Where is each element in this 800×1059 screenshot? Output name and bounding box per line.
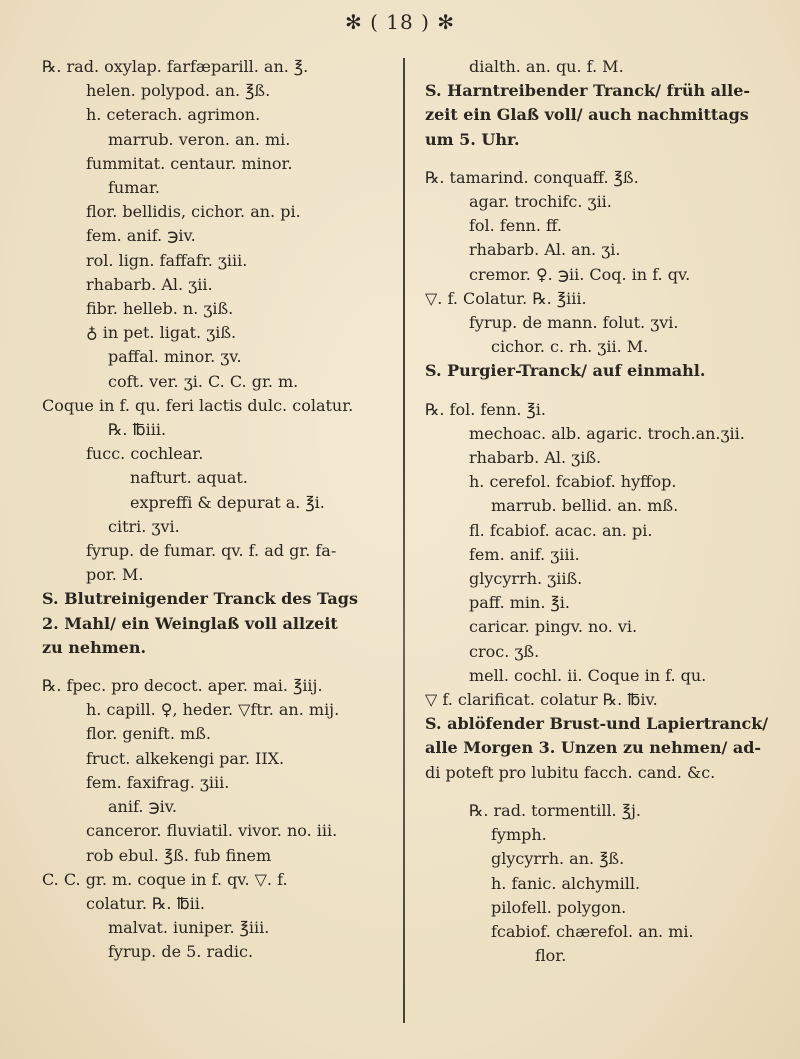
recipe-line: glycyrrh. ʒiiß.	[469, 569, 583, 589]
recipe-line: fummitat. centaur. minor.	[86, 153, 293, 173]
recipe-line: expreffi & depurat a. ℥i.	[130, 492, 325, 512]
recipe-line: Coque in f. qu. feri lactis dulc. colatur.	[42, 395, 354, 415]
recipe-line: rol. lign. faffafr. ʒiii.	[86, 250, 248, 270]
recipe-line: paff. min. ℥i.	[469, 593, 570, 613]
recipe-line: fcabiof. chærefol. an. mi.	[491, 921, 694, 941]
recipe-line: canceror. fluviatil. vivor. no. iii.	[86, 821, 338, 841]
recipe-line: mell. cochl. ii. Coque in f. qu.	[469, 665, 707, 685]
recipe-line: fymph.	[491, 825, 547, 845]
recipe-line: croc. ʒß.	[469, 641, 540, 661]
recipe-line: fibr. helleb. n. ʒiß.	[86, 299, 234, 319]
recipe-line: rhabarb. Al. an. ʒi.	[469, 240, 621, 260]
recipe-line: pilofell. polygon.	[491, 897, 627, 917]
recipe-line: ▽ f. clarificat. colatur ℞. ℔iv.	[425, 690, 658, 710]
spacer	[425, 384, 775, 398]
recipe-line: anif. ℈iv.	[108, 797, 177, 817]
recipe-line: fl. fcabiof. acac. an. pi.	[469, 520, 653, 540]
spacer	[425, 152, 775, 166]
recipe-line: h. capill. ♀, heder. ▽ftr. an. mij.	[86, 700, 340, 720]
recipe-line: h. ceterach. agrimon.	[86, 105, 261, 125]
recipe-line: helen. polypod. an. ℥ß.	[86, 81, 271, 101]
recipe-line: marrub. veron. an. mi.	[108, 129, 291, 149]
recipe-line: C. C. gr. m. coque in f. qv. ▽. f.	[42, 869, 288, 889]
column-divider	[403, 58, 405, 1023]
recipe-line: fol. fenn. ff.	[469, 216, 562, 236]
recipe-line: rhabarb. Al. ʒii.	[86, 274, 213, 294]
recipe-line: glycyrrh. an. ℥ß.	[491, 849, 625, 869]
recipe-line: caricar. pingv. no. vi.	[469, 617, 638, 637]
recipe-line: flor.	[535, 946, 567, 966]
recipe-line: mechoac. alb. agaric. troch.an.ʒii.	[469, 423, 745, 443]
recipe-line: marrub. bellid. an. mß.	[491, 496, 679, 516]
spacer	[425, 785, 775, 799]
recipe-line: fumar.	[108, 178, 160, 198]
recipe-line: ℞. fpec. pro decoct. aper. mai. ℥iij.	[42, 676, 323, 696]
recipe-line: fyrup. de mann. folut. ʒvi.	[469, 313, 679, 333]
page-header: ✻ ( 18 ) ✻	[345, 10, 455, 34]
recipe-line: malvat. iuniper. ℥iii.	[108, 918, 270, 938]
recipe-line: ℞. fol. fenn. ℥i.	[425, 399, 546, 419]
recipe-line: rob ebul. ℥ß. fub finem	[86, 845, 272, 865]
recipe-line: rhabarb. Al. ʒiß.	[469, 448, 602, 468]
recipe-line: ℞. rad. tormentill. ℥j.	[469, 800, 642, 820]
instruction-line: S. Purgier-Tranck/ auf einmahl.	[425, 361, 706, 381]
recipe-line: paffal. minor. ʒv.	[108, 347, 242, 367]
instruction-line: zeit ein Glaß voll/ auch nachmittags	[425, 105, 749, 125]
recipe-line: fyrup. de 5. radic.	[108, 942, 254, 962]
recipe-line: agar. trochifc. ʒii.	[469, 192, 612, 212]
instruction-line: S. Blutreinigender Tranck des Tags	[42, 589, 358, 609]
recipe-line: coft. ver. ʒi. C. C. gr. m.	[108, 371, 299, 391]
recipe-line: fruct. alkekengi par. IIX.	[86, 748, 285, 768]
instruction-line: S. Harntreibender Tranck/ früh alle-	[425, 81, 751, 101]
recipe-line: cichor. c. rh. ʒii. M.	[491, 337, 649, 357]
recipe-line: colatur. ℞. ℔ii.	[86, 893, 205, 913]
right-column	[425, 55, 775, 968]
recipe-line: cremor. ♀. ℈ii. Coq. in f. qv.	[469, 264, 691, 284]
recipe-line: fem. faxifrag. ʒiii.	[86, 772, 230, 792]
recipe-line: ▽. f. Colatur. ℞. ℥iii.	[425, 288, 587, 308]
recipe-line: h. fanic. alchymill.	[491, 873, 641, 893]
recipe-line: ♁ in pet. ligat. ʒiß.	[86, 323, 237, 343]
left-column	[42, 55, 397, 965]
recipe-line: fem. anif. ʒiii.	[469, 544, 580, 564]
recipe-line: por. M.	[86, 565, 144, 585]
instruction-line: 2. Mahl/ ein Weinglaß voll allzeit	[42, 613, 338, 633]
recipe-line: ℞. ℔iii.	[108, 420, 167, 440]
recipe-line: h. cerefol. fcabiof. hyffop.	[469, 472, 677, 492]
recipe-line: nafturt. aquat.	[130, 468, 248, 488]
recipe-line: citri. ʒvi.	[108, 516, 180, 536]
recipe-line: dialth. an. qu. f. M.	[469, 57, 624, 76]
recipe-line: fucc. cochlear.	[86, 444, 204, 464]
recipe-line: flor. genift. mß.	[86, 724, 211, 744]
recipe-line: ℞. tamarind. conquaff. ℥ß.	[425, 167, 639, 187]
recipe-line: flor. bellidis, cichor. an. pi.	[86, 202, 301, 222]
instruction-line: zu nehmen.	[42, 637, 147, 657]
instruction-line: um 5. Uhr.	[425, 129, 520, 149]
instruction-line: alle Morgen 3. Unzen zu nehmen/ ad-	[425, 738, 762, 758]
recipe-line: fem. anif. ℈iv.	[86, 226, 196, 246]
recipe-line: di poteft pro lubitu facch. cand. &c.	[425, 762, 716, 782]
spacer	[42, 660, 397, 674]
recipe-line: fyrup. de fumar. qv. f. ad gr. fa-	[86, 541, 337, 561]
instruction-line: S. ablöfender Brust-und Lapiertranck/	[425, 714, 769, 734]
recipe-line: ℞. rad. oxylap. farfæparill. an. ℥.	[42, 57, 309, 76]
